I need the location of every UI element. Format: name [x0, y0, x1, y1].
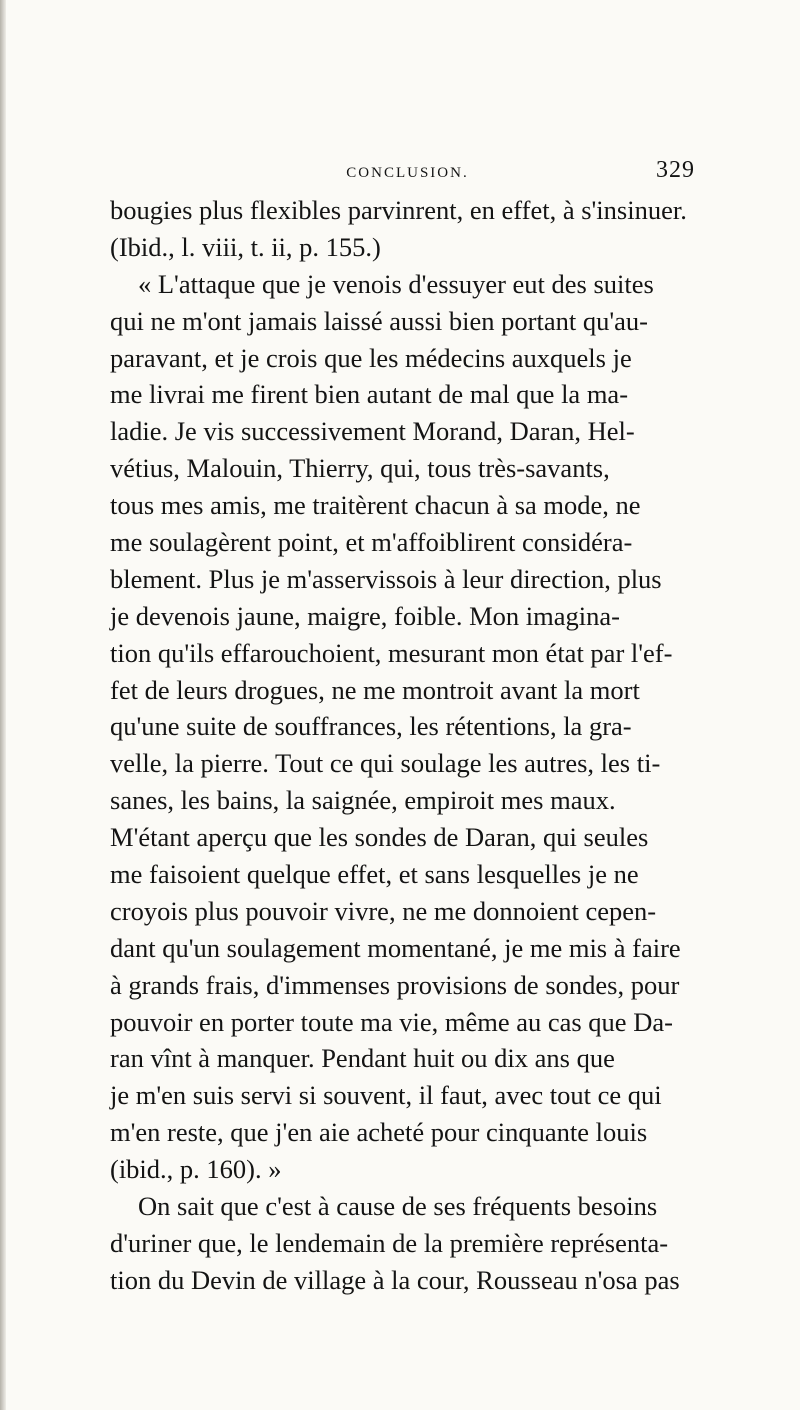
body-text — [110, 192, 710, 1299]
text-line: ladie. Je vis successivement Morand, Daran, Hel- — [110, 416, 635, 447]
text-line: (Ibid., l. viii, t. ii, p. 155.) — [110, 231, 381, 262]
text-line: pouvoir en porter toute ma vie, même au cas que Da- — [110, 1006, 673, 1037]
text-line: On sait que c'est à cause de ses fréquents besoins — [138, 1191, 658, 1222]
text-line: sanes, les bains, la saignée, empiroit mes maux. — [110, 785, 616, 816]
text-line: m'en reste, que j'en aie acheté pour cinquante louis — [110, 1117, 648, 1148]
text-line: blement. Plus je m'asservissois à leur direction, plus — [110, 563, 662, 594]
text-line: d'uriner que, le lendemain de la première représenta- — [110, 1227, 669, 1258]
text-line: paravant, et je crois que les médecins auxquels je — [110, 342, 632, 373]
text-line: me faisoient quelque effet, et sans lesquelles je ne — [110, 859, 639, 890]
text-line: « L'attaque que je venois d'essuyer eut des suites — [138, 268, 654, 299]
running-title: CONCLUSION. — [346, 165, 469, 181]
text-line: tion du Devin de village à la cour, Rousseau n'osa pas — [110, 1264, 680, 1295]
text-line: velle, la pierre. Tout ce qui soulage les autres, les ti- — [110, 748, 661, 779]
text-line: bougies plus flexibles parvinrent, en effet, à s'insinuer. — [110, 195, 687, 225]
running-head — [120, 157, 695, 185]
text-line: je devenois jaune, maigre, foible. Mon imagina- — [110, 600, 620, 631]
text-line: M'étant aperçu que les sondes de Daran, qui seules — [110, 822, 649, 853]
text-line: me livrai me firent bien autant de mal que la ma- — [110, 379, 629, 410]
text-line: qui ne m'ont jamais laissé aussi bien portant qu'au- — [110, 305, 648, 336]
text-line: qu'une suite de souffrances, les rétentions, la gra- — [110, 711, 632, 742]
text-line: je m'en suis servi si souvent, il faut, avec tout ce qui — [110, 1080, 662, 1111]
text-line: dant qu'un soulagement momentané, je me mis à faire — [110, 932, 681, 963]
page-binding-edge — [0, 0, 6, 1410]
text-line: ran vînt à manquer. Pendant huit ou dix ans que — [110, 1043, 615, 1074]
text-line: tous mes amis, me traitèrent chacun à sa mode, ne — [110, 490, 641, 521]
text-line: vétius, Malouin, Thierry, qui, tous très-savants, — [110, 453, 610, 484]
page-number: 329 — [656, 157, 695, 183]
text-line: tion qu'ils effarouchoient, mesurant mon état par l'ef- — [110, 637, 673, 668]
text-line: croyois plus pouvoir vivre, ne me donnoient cepen- — [110, 895, 657, 926]
text-line: (ibid., p. 160). » — [110, 1154, 282, 1185]
text-line: fet de leurs drogues, ne me montroit avant la mort — [110, 674, 640, 705]
text-line: me soulagèrent point, et m'affoiblirent considéra- — [110, 527, 633, 558]
text-line: à grands frais, d'immenses provisions de sondes, pour — [110, 969, 680, 1000]
